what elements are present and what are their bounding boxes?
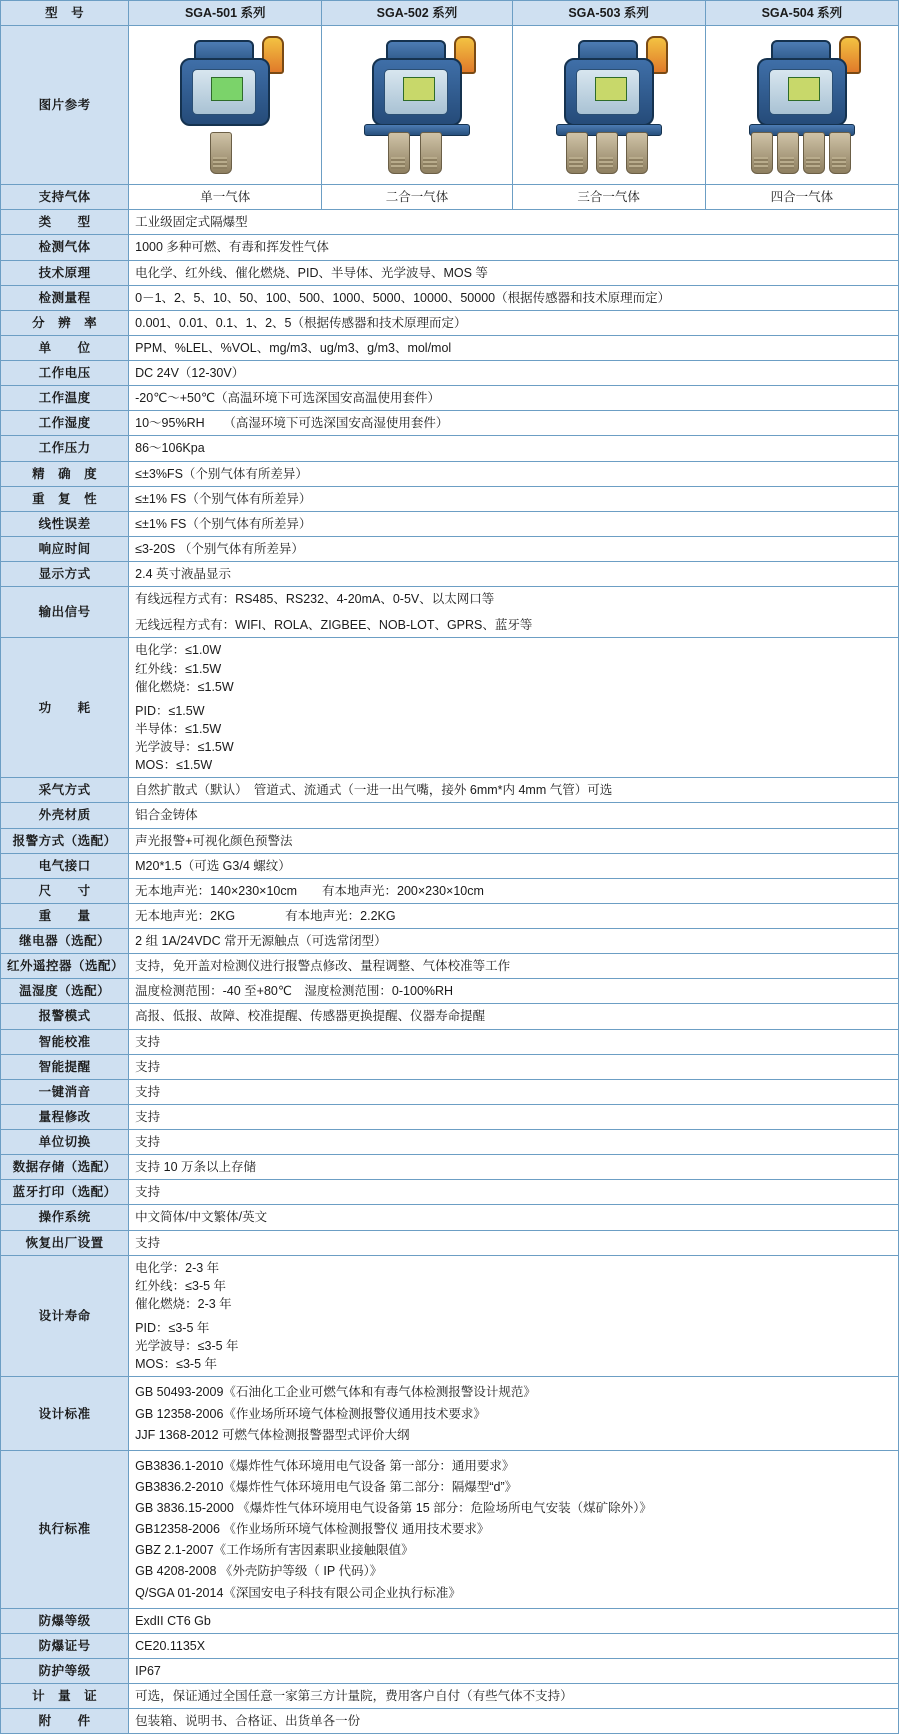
device-illustration-4: [727, 32, 877, 178]
row-label-detect-gas: 检测气体: [1, 235, 129, 260]
product-image-501: [129, 26, 322, 185]
table-row: [1, 436, 899, 461]
row-label-ir-remote: 红外遥控器（选配）: [1, 954, 129, 979]
device-screen: [595, 77, 627, 101]
row-label-electrical-interface: 电气接口: [1, 853, 129, 878]
exec-standard-item: GB3836.2-2010《爆炸性气体环境用电气设备 第二部分：隔爆型“d”》: [135, 1479, 518, 1494]
table-row: [1, 803, 899, 828]
row-value-alarm-mode: 高报、低报、故障、校准提醒、传感器更换提醒、仪器寿命提醒: [129, 1004, 899, 1029]
row-value-humidity: 10～95%RH （高湿环境下可选深国安高湿使用套件）: [129, 411, 899, 436]
table-row: [1, 778, 899, 803]
row-label-accessories: 附 件: [1, 1709, 129, 1734]
row-label-power: 功 耗: [1, 638, 129, 778]
gas-501: 单一气体: [129, 185, 322, 210]
device-screen: [211, 77, 243, 101]
life-infrared: 红外线：≤3-5 年: [135, 1278, 227, 1293]
life-mos: MOS：≤3-5 年: [135, 1357, 218, 1372]
row-label-accuracy: 精 确 度: [1, 461, 129, 486]
table-row: [1, 929, 899, 954]
row-value-bluetooth-print: 支持: [129, 1180, 899, 1205]
product-image-503: [512, 26, 705, 185]
row-label-type: 类 型: [1, 210, 129, 235]
device-body: [180, 58, 270, 126]
gas-sensor-1: [566, 132, 588, 174]
row-value-smart-reminder: 支持: [129, 1054, 899, 1079]
row-label-repeatability: 重 复 性: [1, 486, 129, 511]
row-value-detect-gas: 1000 多种可燃、有毒和挥发性气体: [129, 235, 899, 260]
row-label-design-life: 设计寿命: [1, 1255, 129, 1377]
gas-sensor-1: [210, 132, 232, 174]
gas-504: 四合一气体: [705, 185, 898, 210]
table-row: [1, 361, 899, 386]
row-label-exec-standard: 执行标准: [1, 1450, 129, 1608]
row-label-voltage: 工作电压: [1, 361, 129, 386]
exec-standard-item: Q/SGA 01-2014《深国安电子科技有限公司企业执行标准》: [135, 1585, 461, 1600]
row-value-metrology-cert: 可选，保证通过全国任意一家第三方计量院，费用客户自付（有些气体不支持）: [129, 1684, 899, 1709]
table-row: [1, 562, 899, 587]
power-catalytic: 催化燃烧：≤1.5W: [135, 679, 234, 694]
row-label-alarm-type: 报警方式（选配）: [1, 828, 129, 853]
power-optical: 光学波导：≤1.5W: [135, 740, 234, 754]
device-panel: [192, 69, 256, 115]
row-value-relay: 2 组 1A/24VDC 常开无源触点（可选常闭型）: [129, 929, 899, 954]
table-row: [1, 511, 899, 536]
row-value-smart-calibration: 支持: [129, 1029, 899, 1054]
row-value-range-modify: 支持: [129, 1104, 899, 1129]
row-value-pressure: 86～106Kpa: [129, 436, 899, 461]
row-value-unit-switch: 支持: [129, 1130, 899, 1155]
row-label-sampling: 采气方式: [1, 778, 129, 803]
row-value-type: 工业级固定式隔爆型: [129, 210, 899, 235]
row-value-accessories: 包装箱、说明书、合格证、出货单各一份: [129, 1709, 899, 1734]
row-value-os: 中文简体/中文繁体/英文: [129, 1205, 899, 1230]
row-label-metrology-cert: 计 量 证: [1, 1684, 129, 1709]
table-row: [1, 1608, 899, 1633]
table-row: [1, 411, 899, 436]
table-row: [1, 536, 899, 561]
row-label-gas: 支持气体: [1, 185, 129, 210]
life-pid: PID：≤3-5 年: [135, 1321, 210, 1335]
row-label-unit: 单 位: [1, 335, 129, 360]
device-panel: [769, 69, 833, 115]
row-label-one-key-mute: 一键消音: [1, 1079, 129, 1104]
power-mos: MOS：≤1.5W: [135, 758, 213, 773]
row-label-temperature: 工作温度: [1, 386, 129, 411]
table-row-output: [1, 587, 899, 638]
table-row: [1, 386, 899, 411]
row-value-ex-certificate: CE20.1135X: [129, 1633, 899, 1658]
gas-sensor-2: [777, 132, 799, 174]
row-label-ex-rating: 防爆等级: [1, 1608, 129, 1633]
table-row: [1, 878, 899, 903]
table-row-exec-standard: [1, 1450, 899, 1608]
table-row: [1, 1104, 899, 1129]
row-value-repeatability: ≤±1% FS（个别气体有所差异）: [129, 486, 899, 511]
life-line-2: [135, 1319, 892, 1373]
manifold-bar: [364, 124, 470, 136]
table-row: [1, 285, 899, 310]
row-label-unit-switch: 单位切换: [1, 1130, 129, 1155]
table-row: [1, 1230, 899, 1255]
table-row-images: [1, 26, 899, 185]
product-image-504: [705, 26, 898, 185]
model-501: SGA-501 系列: [129, 1, 322, 26]
row-label-bluetooth-print: 蓝牙打印（选配）: [1, 1180, 129, 1205]
row-label-response-time: 响应时间: [1, 536, 129, 561]
row-label-images: 图片参考: [1, 26, 129, 185]
table-row: [1, 1684, 899, 1709]
row-label-pressure: 工作压力: [1, 436, 129, 461]
table-row-gas: [1, 185, 899, 210]
table-row: [1, 1155, 899, 1180]
device-screen: [788, 77, 820, 101]
table-row: [1, 461, 899, 486]
row-label-resolution: 分 辨 率: [1, 310, 129, 335]
device-panel: [384, 69, 448, 115]
row-label-dimensions: 尺 寸: [1, 878, 129, 903]
row-value-response-time: ≤3-20S （个别气体有所差异）: [129, 536, 899, 561]
row-label-output: 输出信号: [1, 587, 129, 638]
table-row: [1, 1709, 899, 1734]
row-value-power: [129, 638, 899, 778]
exec-standard-item: GB12358-2006 《作业场所环境气体检测报警仪 通用技术要求》: [135, 1522, 490, 1537]
row-value-output: [129, 587, 899, 638]
row-label-ex-certificate: 防爆证号: [1, 1633, 129, 1658]
table-row: [1, 979, 899, 1004]
design-standard-item: GB 12358-2006《作业场所环境气体检测报警仪通用技术要求》: [135, 1406, 486, 1421]
table-row: [1, 1004, 899, 1029]
device-body: [372, 58, 462, 126]
row-label-weight: 重 量: [1, 903, 129, 928]
row-value-ex-rating: ExdII CT6 Gb: [129, 1608, 899, 1633]
exec-standard-item: GB3836.1-2010《爆炸性气体环境用电气设备 第一部分：通用要求》: [135, 1458, 515, 1473]
row-label-smart-reminder: 智能提醒: [1, 1054, 129, 1079]
device-body: [757, 58, 847, 126]
row-value-unit: PPM、%LEL、%VOL、mg/m3、ug/m3、g/m3、mol/mol: [129, 335, 899, 360]
device-illustration-2: [342, 32, 492, 178]
row-label-data-storage: 数据存储（选配）: [1, 1155, 129, 1180]
gas-502: 二合一气体: [322, 185, 512, 210]
table-row: [1, 1205, 899, 1230]
table-row-power: [1, 638, 899, 778]
table-row: [1, 210, 899, 235]
row-value-one-key-mute: 支持: [129, 1079, 899, 1104]
row-label-smart-calibration: 智能校准: [1, 1029, 129, 1054]
device-illustration-3: [534, 32, 684, 178]
row-value-voltage: DC 24V（12-30V）: [129, 361, 899, 386]
table-row: [1, 1054, 899, 1079]
device-body: [564, 58, 654, 126]
gas-sensor-1: [388, 132, 410, 174]
life-optical: 光学波导：≤3-5 年: [135, 1339, 239, 1354]
table-row: [1, 828, 899, 853]
exec-standard-item: GB 4208-2008 《外壳防护等级（ IP 代码）》: [135, 1564, 383, 1579]
row-label-linearity: 线性误差: [1, 511, 129, 536]
row-value-accuracy: ≤±3%FS（个别气体有所差异）: [129, 461, 899, 486]
gas-sensor-3: [626, 132, 648, 174]
gas-sensor-4: [829, 132, 851, 174]
row-value-alarm-type: 声光报警+可视化颜色预警法: [129, 828, 899, 853]
exec-standard-item: GBZ 2.1-2007《工作场所有害因素职业接触限值》: [135, 1543, 414, 1558]
device-screen: [403, 77, 435, 101]
row-value-dimensions: 无本地声光：140×230×10cm 有本地声光：200×230×10cm: [129, 878, 899, 903]
power-semiconductor: 半导体：≤1.5W: [135, 721, 222, 736]
row-value-electrical-interface: M20*1.5（可选 G3/4 螺纹）: [129, 853, 899, 878]
row-value-housing: 铝合金铸体: [129, 803, 899, 828]
row-value-principle: 电化学、红外线、催化燃烧、PID、半导体、光学波导、MOS 等: [129, 260, 899, 285]
row-value-weight: 无本地声光：2KG 有本地声光：2.2KG: [129, 903, 899, 928]
row-value-ir-remote: 支持，免开盖对检测仪进行报警点修改、量程调整、气体校准等工作: [129, 954, 899, 979]
design-standard-item: JJF 1368-2012 可燃气体检测报警器型式评价大纲: [135, 1427, 410, 1442]
row-value-data-storage: 支持 10 万条以上存储: [129, 1155, 899, 1180]
table-row-model: [1, 1, 899, 26]
life-electrochemical: 电化学：2-3 年: [135, 1260, 220, 1275]
row-label-ip-rating: 防护等级: [1, 1658, 129, 1683]
row-value-temp-humidity-option: 温度检测范围：-40 至+80℃ 湿度检测范围：0-100%RH: [129, 979, 899, 1004]
row-value-temperature: -20℃～+50℃（高温环境下可选深国安高温使用套件）: [129, 386, 899, 411]
row-value-range: 0－1、2、5、10、50、100、500、1000、5000、10000、50000（根据传感器和技术原理而定）: [129, 285, 899, 310]
table-row: [1, 954, 899, 979]
table-row: [1, 1130, 899, 1155]
table-row: [1, 1079, 899, 1104]
row-label-range-modify: 量程修改: [1, 1104, 129, 1129]
table-row: [1, 335, 899, 360]
power-line-2: [135, 702, 892, 775]
table-row: [1, 1658, 899, 1683]
gas-sensor-2: [596, 132, 618, 174]
power-line-1: [135, 641, 892, 695]
row-value-resolution: 0.001、0.01、0.1、1、2、5（根据传感器和技术原理而定）: [129, 310, 899, 335]
table-row: [1, 1633, 899, 1658]
table-row: [1, 853, 899, 878]
row-label-humidity: 工作湿度: [1, 411, 129, 436]
row-label-display: 显示方式: [1, 562, 129, 587]
row-value-linearity: ≤±1% FS（个别气体有所差异）: [129, 511, 899, 536]
gas-sensor-3: [803, 132, 825, 174]
table-row: [1, 310, 899, 335]
row-label-design-standard: 设计标准: [1, 1377, 129, 1450]
gas-sensor-2: [420, 132, 442, 174]
row-value-design-life: [129, 1255, 899, 1377]
row-label-principle: 技术原理: [1, 260, 129, 285]
table-row: [1, 1180, 899, 1205]
table-row: [1, 486, 899, 511]
row-label-range: 检测量程: [1, 285, 129, 310]
model-503: SGA-503 系列: [512, 1, 705, 26]
gas-sensor-1: [751, 132, 773, 174]
row-label-model: 型 号: [1, 1, 129, 26]
row-value-design-standard: [129, 1377, 899, 1450]
gas-503: 三合一气体: [512, 185, 705, 210]
row-label-alarm-mode: 报警模式: [1, 1004, 129, 1029]
table-row: [1, 1029, 899, 1054]
power-pid: PID：≤1.5W: [135, 703, 205, 718]
row-label-temp-humidity-option: 温湿度（选配）: [1, 979, 129, 1004]
row-label-relay: 继电器（选配）: [1, 929, 129, 954]
row-value-factory-reset: 支持: [129, 1230, 899, 1255]
table-row-life: [1, 1255, 899, 1377]
row-value-exec-standard: [129, 1450, 899, 1608]
table-row: [1, 903, 899, 928]
output-wired: 有线远程方式有：RS485、RS232、4-20mA、0-5V、以太网口等: [135, 592, 495, 607]
row-value-sampling: 自然扩散式（默认） 管道式、流通式（一进一出气嘴，接外 6mm*内 4mm 气管）可选: [129, 778, 899, 803]
power-infrared: 红外线：≤1.5W: [135, 661, 222, 676]
model-502: SGA-502 系列: [322, 1, 512, 26]
row-label-housing: 外壳材质: [1, 803, 129, 828]
exec-standard-item: GB 3836.15-2000 《爆炸性气体环境用电气设备第 15 部分：危险场所电气安装（煤矿除外）》: [135, 1501, 652, 1515]
power-electrochemical: 电化学：≤1.0W: [135, 643, 222, 658]
design-standard-item: GB 50493-2009《石油化工企业可燃气体和有毒气体检测报警设计规范》: [135, 1385, 536, 1400]
row-label-factory-reset: 恢复出厂设置: [1, 1230, 129, 1255]
row-label-os: 操作系统: [1, 1205, 129, 1230]
row-value-display: 2.4 英寸液晶显示: [129, 562, 899, 587]
row-value-ip-rating: IP67: [129, 1658, 899, 1683]
device-panel: [576, 69, 640, 115]
product-image-502: [322, 26, 512, 185]
table-row: [1, 235, 899, 260]
output-wireless: 无线远程方式有：WIFI、ROLA、ZIGBEE、NOB-LOT、GPRS、蓝牙等: [135, 618, 533, 633]
table-row-design-standard: [1, 1377, 899, 1450]
table-row: [1, 260, 899, 285]
model-504: SGA-504 系列: [705, 1, 898, 26]
life-line-1: [135, 1259, 892, 1313]
device-illustration-1: [150, 32, 300, 178]
life-catalytic: 催化燃烧：2-3 年: [135, 1296, 232, 1311]
